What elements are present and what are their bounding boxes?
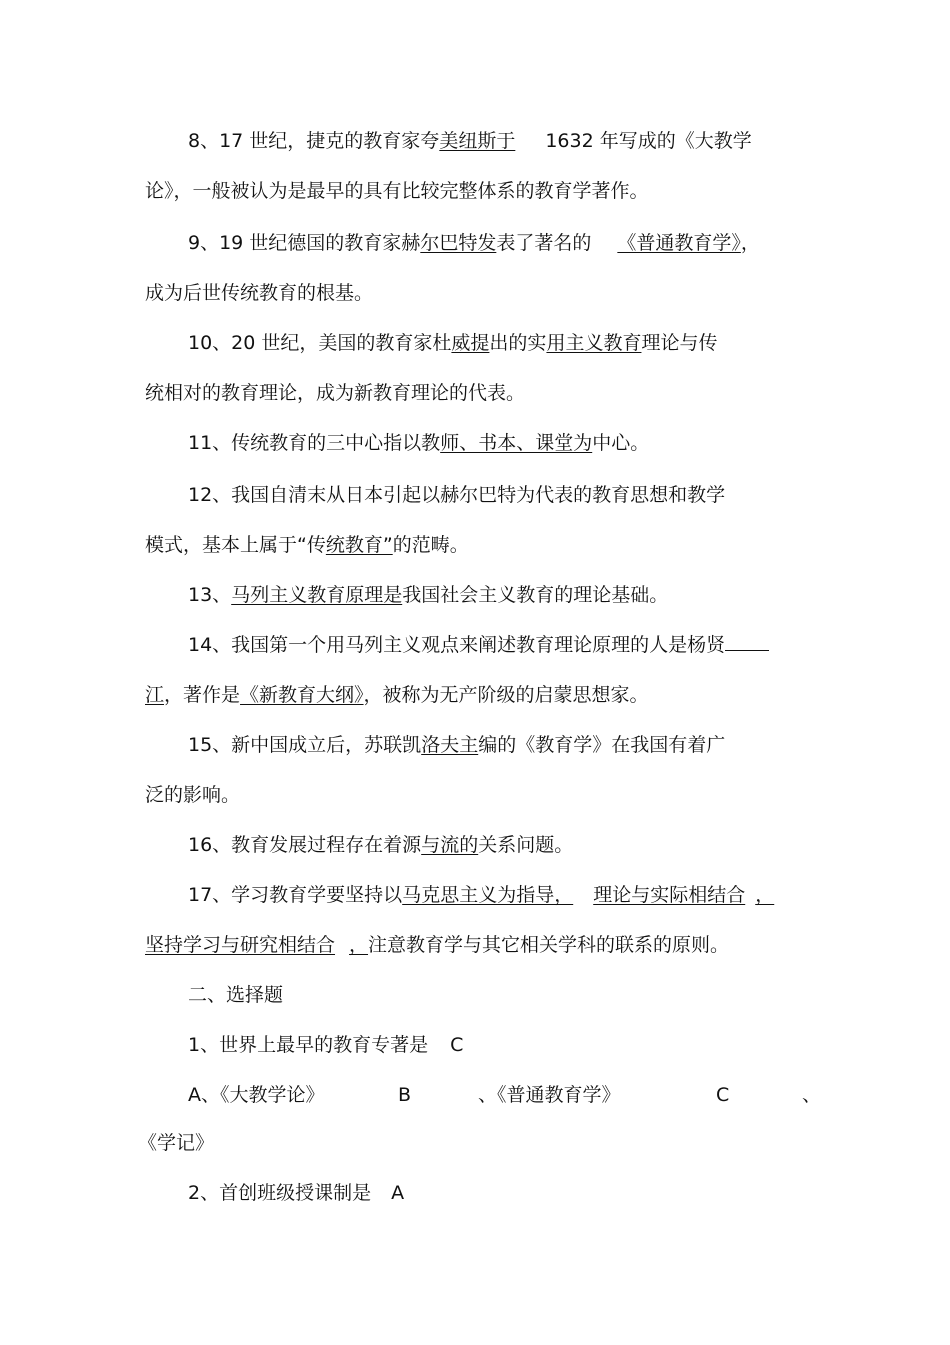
q15-line2: 泛的影响。 xyxy=(145,784,241,806)
q14-line1: 14、我国第一个用马列主义观点来阐述教育理论原理的人是杨贤 xyxy=(188,632,769,658)
c2-answer: A xyxy=(391,1182,405,1204)
c1-stem: 1、世界上最早的教育专著是 C xyxy=(188,1034,464,1056)
q10-line1: 10、20 世纪，美国的教育家杜威提出的实用主义教育理论与传 xyxy=(188,332,718,354)
c1-option-c-letter: C xyxy=(716,1084,730,1106)
q17-answer-2: 坚持学习与研究相结合 ， xyxy=(145,934,369,956)
c1-option-b-letter: B xyxy=(398,1084,412,1106)
q17-line1: 17、学习教育学要坚持以马克思主义为指导， 理论与实际相结合 ， xyxy=(188,884,775,906)
q9-answer-1: 尔巴特发 xyxy=(420,232,497,254)
q9-line2: 成为后世传统教育的根基。 xyxy=(145,282,374,304)
q8-answer: 美纽斯于 xyxy=(439,130,516,152)
q8-line1: 8、17 世纪，捷克的教育家夸美纽斯于 1632 年写成的《大教学 xyxy=(188,130,752,152)
q10-answer-2: 用主义教育 xyxy=(546,332,642,354)
q9-answer-2: 《普通教育学》 xyxy=(617,232,741,254)
q12-line1: 12、我国自清末从日本引起以赫尔巴特为代表的教育思想和教学 xyxy=(188,484,726,506)
c1-option-c-text: 《学记》 xyxy=(138,1132,215,1154)
q10-line2: 统相对的教育理论，成为新教育理论的代表。 xyxy=(145,382,526,404)
q12-answer: 统教育” xyxy=(325,534,393,556)
q17-answer-1: 马克思主义为指导， 理论与实际相结合 ， xyxy=(402,884,775,906)
q13-answer: 马列主义教育原理是 xyxy=(231,584,403,606)
section-title: 二、选择题 xyxy=(188,984,284,1006)
c1-answer: C xyxy=(450,1034,464,1056)
q17-line2: 坚持学习与研究相结合 ，注意教育学与其它相关学科的联系的原则。 xyxy=(145,934,730,956)
q15-line1: 15、新中国成立后，苏联凯洛夫主编的《教育学》在我国有着广 xyxy=(188,734,726,756)
c1-option-b-text: 、《普通教育学》 xyxy=(478,1084,621,1106)
q13-line: 13、马列主义教育原理是我国社会主义教育的理论基础。 xyxy=(188,584,669,606)
q15-answer: 洛夫主 xyxy=(421,734,479,756)
q16-answer: 与流的 xyxy=(421,834,479,856)
q12-line2: 模式，基本上属于“传统教育”的范畴。 xyxy=(145,534,469,556)
q14-answer-2: 《新教育大纲》 xyxy=(240,684,364,706)
q10-answer-1: 威提 xyxy=(451,332,490,354)
q14-line2: 江，著作是《新教育大纲》，被称为无产阶级的启蒙思想家。 xyxy=(145,684,649,706)
q16-line: 16、教育发展过程存在着源与流的关系问题。 xyxy=(188,834,574,856)
q11-answer: 师、书本、课堂为 xyxy=(440,432,593,454)
q14-answer-blank xyxy=(725,632,769,651)
q14-answer-1: 江 xyxy=(145,684,165,706)
q11-line: 11、传统教育的三中心指以教师、书本、课堂为中心。 xyxy=(188,432,650,454)
c1-option-a: A、《大教学论》 xyxy=(188,1084,325,1106)
c1-option-c-sep: 、 xyxy=(802,1084,822,1106)
q8-line2: 论》，一般被认为是最早的具有比较完整体系的教育学著作。 xyxy=(145,180,649,202)
c2-stem: 2、首创班级授课制是 A xyxy=(188,1182,405,1204)
q9-line1: 9、19 世纪德国的教育家赫尔巴特发表了著名的 《普通教育学》， xyxy=(188,232,760,254)
